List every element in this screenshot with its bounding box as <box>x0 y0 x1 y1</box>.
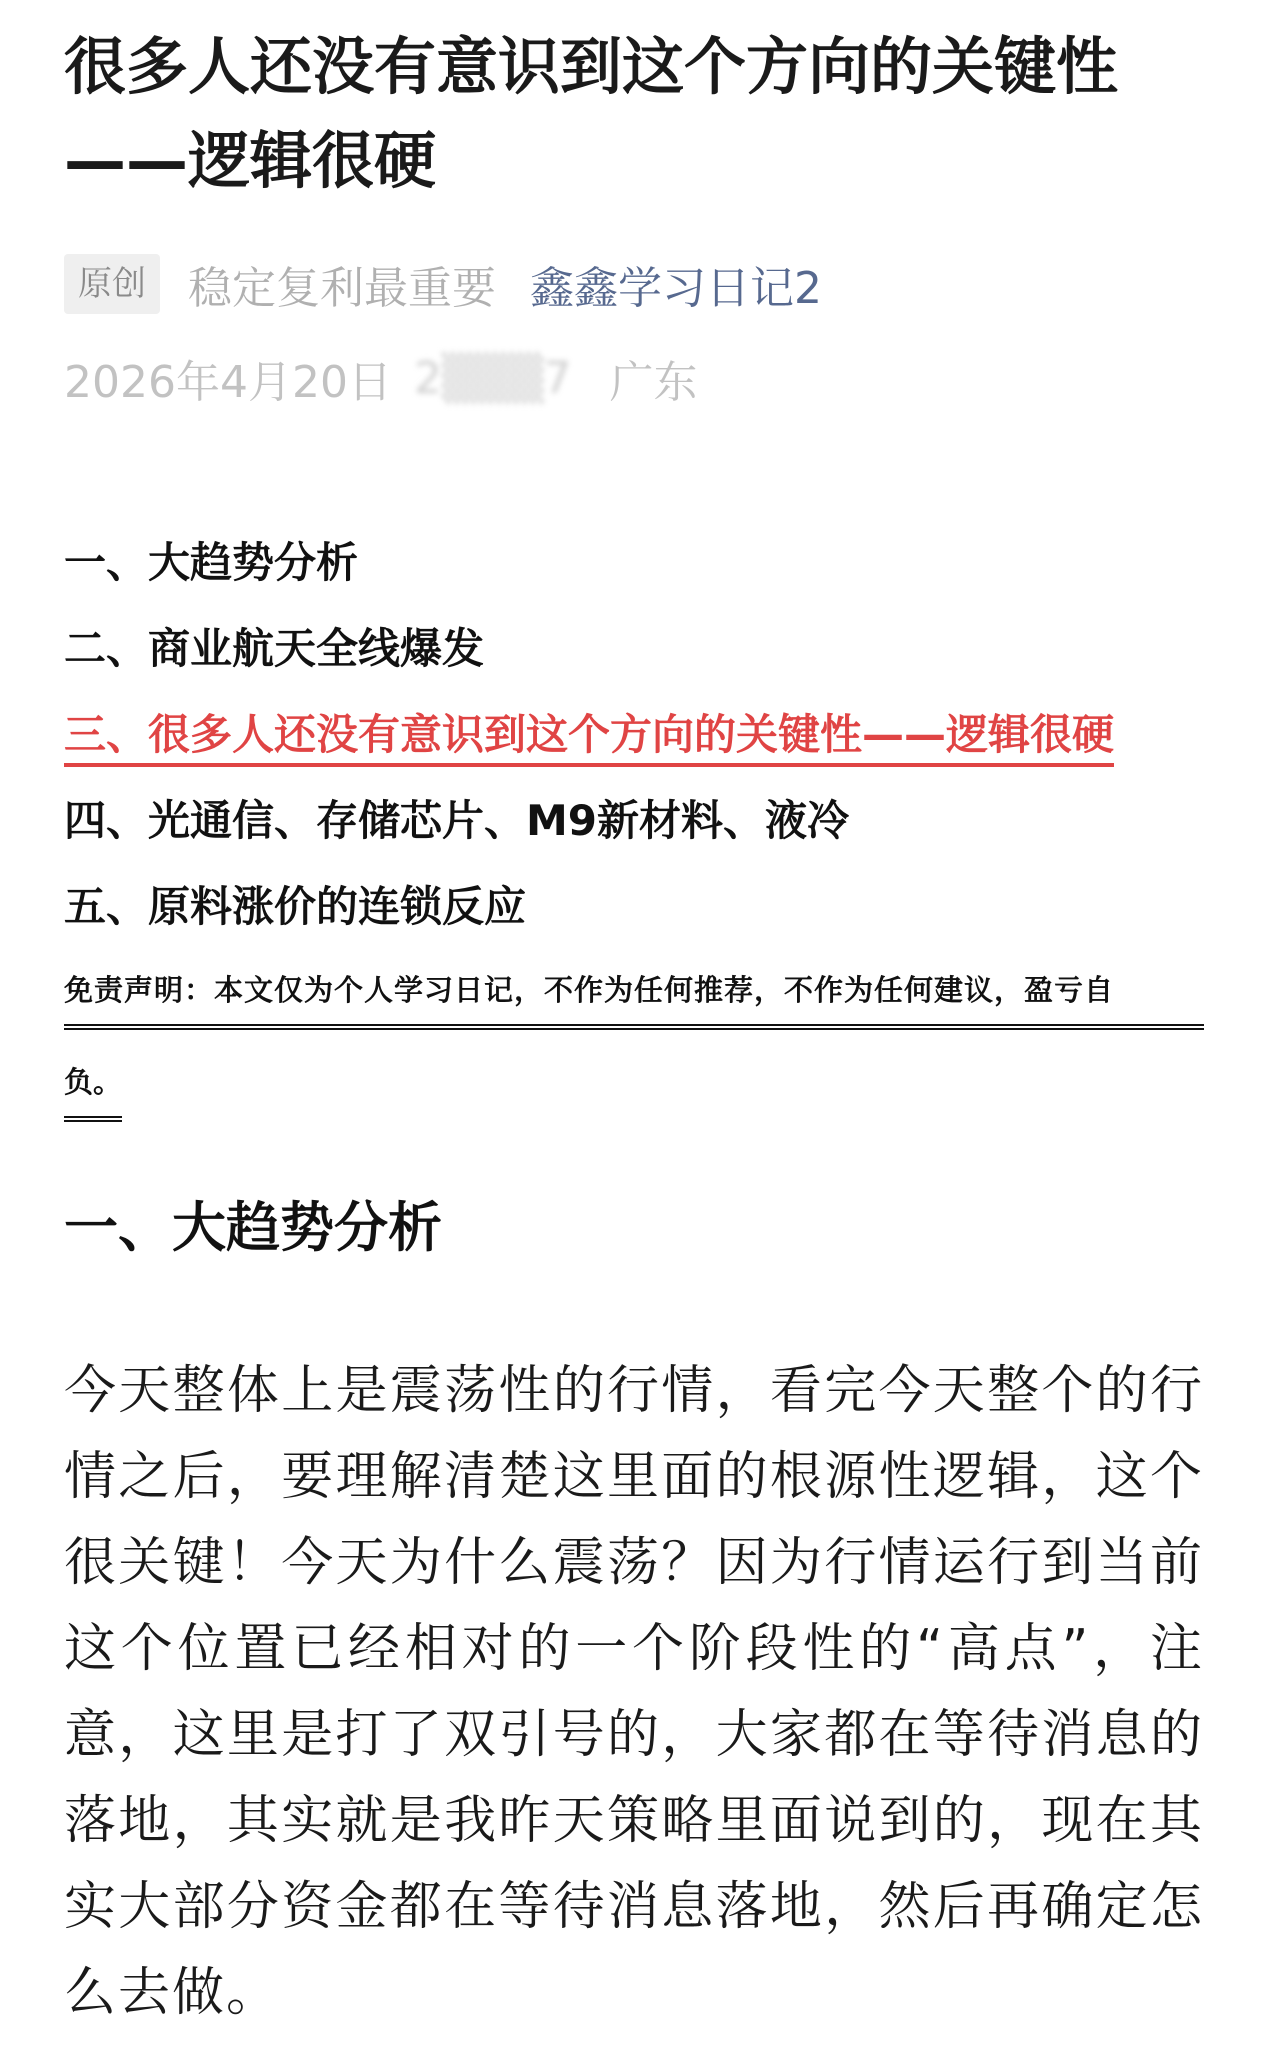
account-name-link[interactable]: 鑫鑫学习日记2 <box>530 263 822 314</box>
table-of-contents <box>64 520 1204 950</box>
toc-item-4[interactable]: 四、光通信、存储芯片、M9新材料、液冷 <box>64 796 850 845</box>
toc-item-1[interactable]: 一、大趋势分析 <box>64 538 359 587</box>
article-title: 很多人还没有意识到这个方向的关键性——逻辑很硬 <box>64 30 1119 197</box>
toc-item-3-active[interactable]: 三、很多人还没有意识到这个方向的关键性——逻辑很硬 <box>64 692 1204 778</box>
disclaimer <box>64 960 1204 1125</box>
toc-item-2[interactable]: 二、商业航天全线爆发 <box>64 624 485 673</box>
disclaimer-line-1: 免责声明：本文仅为个人学习日记，不作为任何推荐，不作为任何建议，盈亏自 <box>64 960 1204 1030</box>
body-paragraph: 今天整体上是震荡性的行情，看完今天整个的行情之后，要理解清楚这里面的根源性逻辑，这个很关键！今天为什么震荡？因为行情运行到当前这个位置已经相对的一个阶段性的“高点”，注意，这里是打了双引号的，大家都在等待消息的落地，其实就是我昨天策略里面说到的，现在其实大部分资金都在等待消息落地，然后再确定怎么去做。 <box>64 1361 1204 2023</box>
toc-item-5[interactable]: 五、原料涨价的连锁反应 <box>64 882 527 931</box>
section-heading: 一、大趋势分析 <box>64 1196 442 1259</box>
original-badge: 原创 <box>64 254 160 314</box>
blurred-count: 2▒▒▒7 <box>413 352 572 404</box>
publish-date: 2026年4月20日 <box>64 357 392 408</box>
publish-location: 广东 <box>609 357 698 408</box>
disclaimer-line-2: 负。 <box>64 1052 122 1122</box>
series-name-link[interactable]: 稳定复利最重要 <box>188 263 496 314</box>
publish-info <box>64 346 697 410</box>
article-meta <box>64 252 822 316</box>
